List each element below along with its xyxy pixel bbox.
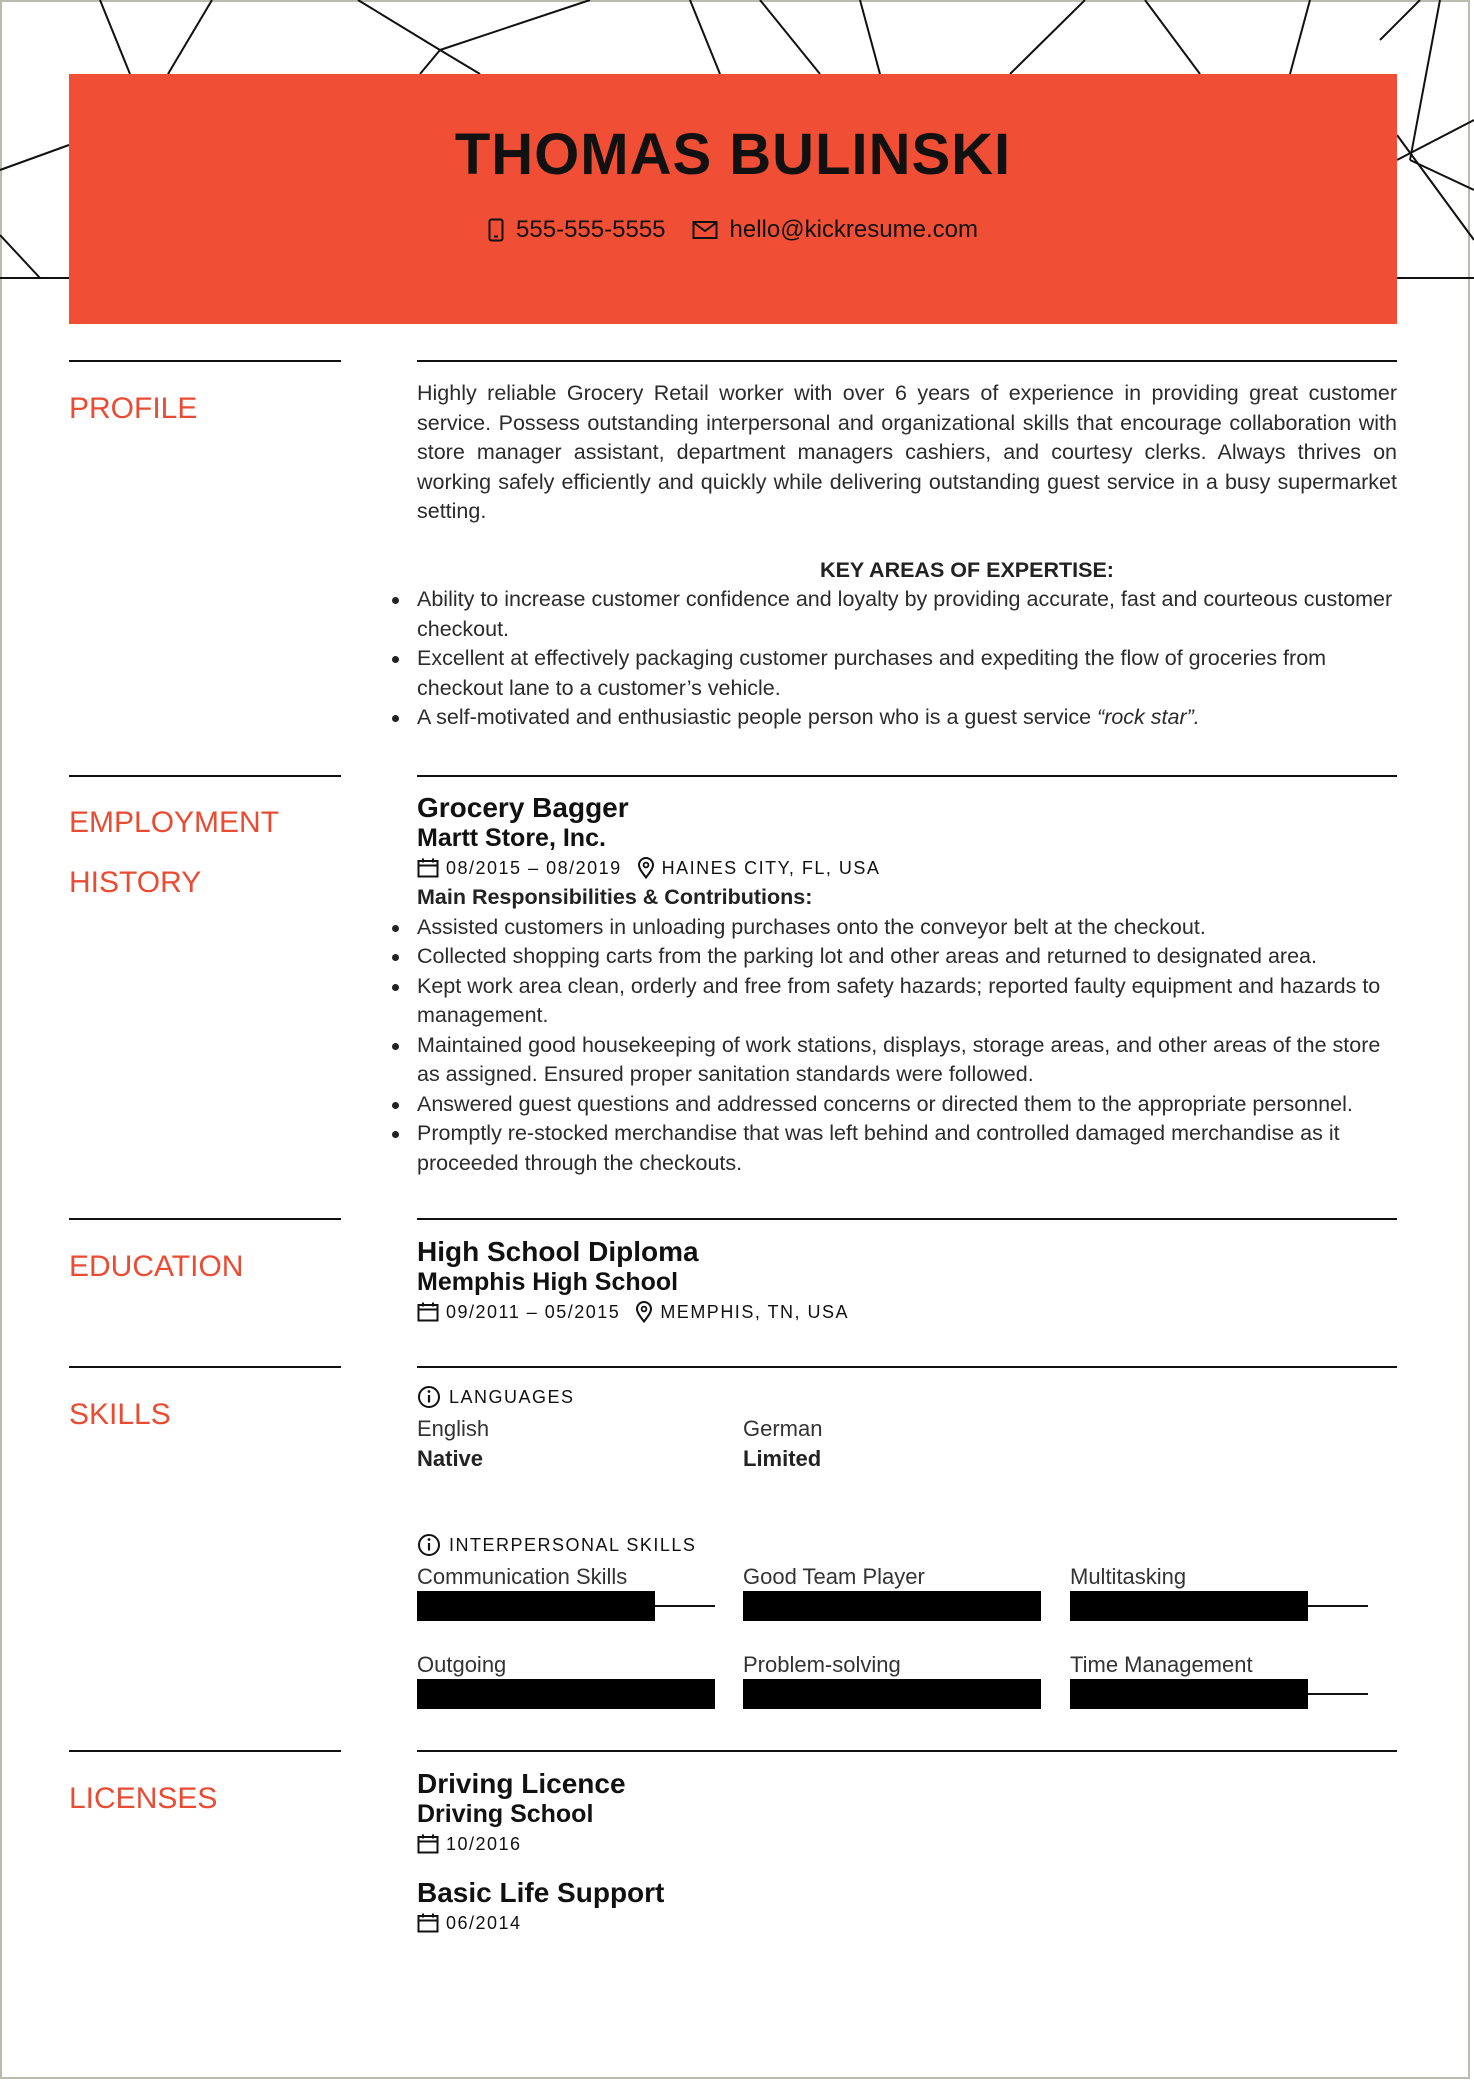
license-date: 06/2014 [446, 1913, 522, 1933]
skill-bar-fill [417, 1679, 715, 1709]
language-english [417, 1414, 717, 1473]
list-item: Answered guest questions and addressed concerns or directed them to the appropriate personnel. [417, 1090, 1397, 1120]
skill-name: Time Management [1070, 1652, 1253, 1677]
employment-title-line2: HISTORY [69, 866, 202, 899]
education-dates: 09/2011 – 05/2015 [446, 1302, 621, 1322]
calendar-icon [417, 858, 439, 878]
license-date: 10/2016 [446, 1834, 522, 1854]
employment-section [417, 792, 1397, 1178]
candidate-name: THOMAS BULINSKI [454, 122, 1012, 187]
phone-number: 555-555-5555 [516, 216, 666, 243]
list-item: Promptly re-stocked merchandise that was left behind and controlled damaged merchandise as it proceeded through the checkouts. [417, 1119, 1397, 1178]
info-icon [417, 1533, 441, 1557]
languages-heading [417, 1384, 1397, 1410]
list-item: Assisted customers in unloading purchases onto the conveyor belt at the checkout. [417, 913, 1397, 943]
license-name: Basic Life Support [417, 1877, 665, 1908]
employment-title-line1: EMPLOYMENT [69, 806, 280, 839]
license-name: Driving Licence [417, 1768, 626, 1799]
list-item: Ability to increase customer confidence and loyalty by providing accurate, fast and courteous customer checkout. [417, 585, 1397, 644]
calendar-icon [417, 1302, 439, 1322]
skill-item [417, 1650, 717, 1720]
degree: High School Diploma [417, 1236, 699, 1267]
section-title-education: EDUCATION [69, 1250, 244, 1283]
interpersonal-heading-text: INTERPERSONAL SKILLS [449, 1535, 697, 1555]
skill-name: Multitasking [1070, 1564, 1187, 1589]
section-rule [69, 360, 341, 362]
language-name: English [417, 1416, 490, 1441]
section-title-skills: SKILLS [69, 1398, 171, 1431]
section-rule [69, 1366, 341, 1368]
section-rule [417, 360, 1397, 362]
skill-item [743, 1562, 1043, 1632]
expertise-italic: “rock star”. [1097, 705, 1200, 729]
license-meta [417, 1908, 1397, 1938]
job-title: Grocery Bagger [417, 792, 629, 823]
languages-heading-text: LANGUAGES [449, 1387, 575, 1407]
section-rule [417, 1750, 1397, 1752]
section-rule [69, 775, 341, 777]
language-german [743, 1414, 1043, 1473]
calendar-icon [417, 1834, 439, 1854]
list-item: Kept work area clean, orderly and free from safety hazards; reported faulty equipment and hazards to management. [417, 972, 1397, 1031]
list-item: Collected shopping carts from the parking lot and other areas and returned to designated area. [417, 942, 1397, 972]
skill-bar-fill [743, 1591, 1041, 1621]
list-item [417, 703, 1397, 733]
license-issuer: Driving School [417, 1800, 594, 1828]
language-level: Limited [743, 1445, 822, 1471]
education-section [417, 1236, 1397, 1327]
language-level: Native [417, 1445, 484, 1471]
expertise-heading: KEY AREAS OF EXPERTISE: [820, 557, 1114, 582]
skill-name: Communication Skills [417, 1564, 628, 1589]
info-icon [417, 1385, 441, 1409]
skills-section [417, 1384, 1397, 1694]
calendar-icon [417, 1913, 439, 1933]
section-title-employment [69, 793, 369, 913]
location-pin-icon [637, 857, 655, 879]
section-rule [69, 1750, 341, 1752]
header-banner [69, 74, 1397, 324]
language-name: German [743, 1416, 823, 1441]
job-location: HAINES CITY, FL, USA [661, 858, 881, 878]
section-rule [417, 775, 1397, 777]
responsibilities-list [417, 913, 1397, 1179]
section-rule [417, 1366, 1397, 1368]
profile-section [417, 379, 1397, 733]
contact-row [69, 216, 1397, 244]
phone-icon [488, 218, 504, 242]
section-title-licenses: LICENSES [69, 1782, 218, 1815]
licenses-section [417, 1768, 1397, 1938]
education-location: MEMPHIS, TN, USA [660, 1302, 850, 1322]
skill-bar-fill [743, 1679, 1041, 1709]
profile-summary: Highly reliable Grocery Retail worker with over 6 years of experience in providing great customer service. Possess outstanding interpersonal and organizational skills that encourage collaboration with store manager assistant, department managers cashiers, and courtesy clerks. Always thrives on working safely efficiently and quickly while delivering outstanding guest service in a busy supermarket setting. [417, 381, 1397, 523]
job-dates: 08/2015 – 08/2019 [446, 858, 622, 878]
school: Memphis High School [417, 1268, 679, 1296]
section-rule [69, 1218, 341, 1220]
phone-contact[interactable] [488, 216, 665, 244]
expertise-text: A self-motivated and enthusiastic people person who is a guest service [417, 705, 1098, 729]
email-contact[interactable] [692, 216, 978, 244]
skill-name: Problem-solving [743, 1652, 901, 1677]
license-meta [417, 1829, 1397, 1859]
skill-bar-fill [1070, 1679, 1308, 1709]
employer: Martt Store, Inc. [417, 824, 606, 852]
job-meta [417, 853, 1397, 883]
list-item: Excellent at effectively packaging customer purchases and expediting the flow of groceries from checkout lane to a customer’s vehicle. [417, 644, 1397, 703]
expertise-list [417, 585, 1397, 733]
responsibilities-heading: Main Responsibilities & Contributions: [417, 885, 813, 909]
section-title-profile: PROFILE [69, 392, 198, 425]
skill-item [1070, 1650, 1370, 1720]
email-icon [692, 220, 718, 240]
list-item: Maintained good housekeeping of work stations, displays, storage areas, and other areas of the store as assigned. Ensured proper sanitation standards were followed. [417, 1031, 1397, 1090]
education-meta [417, 1297, 1397, 1327]
skill-name: Good Team Player [743, 1564, 925, 1589]
skill-bar-fill [1070, 1591, 1308, 1621]
email-address: hello@kickresume.com [729, 216, 978, 243]
skill-item [1070, 1562, 1370, 1632]
interpersonal-heading [417, 1532, 696, 1558]
location-pin-icon [635, 1301, 653, 1323]
skill-name: Outgoing [417, 1652, 507, 1677]
skill-item [417, 1562, 717, 1632]
skill-bar-fill [417, 1591, 655, 1621]
skill-item [743, 1650, 1043, 1720]
section-rule [417, 1218, 1397, 1220]
